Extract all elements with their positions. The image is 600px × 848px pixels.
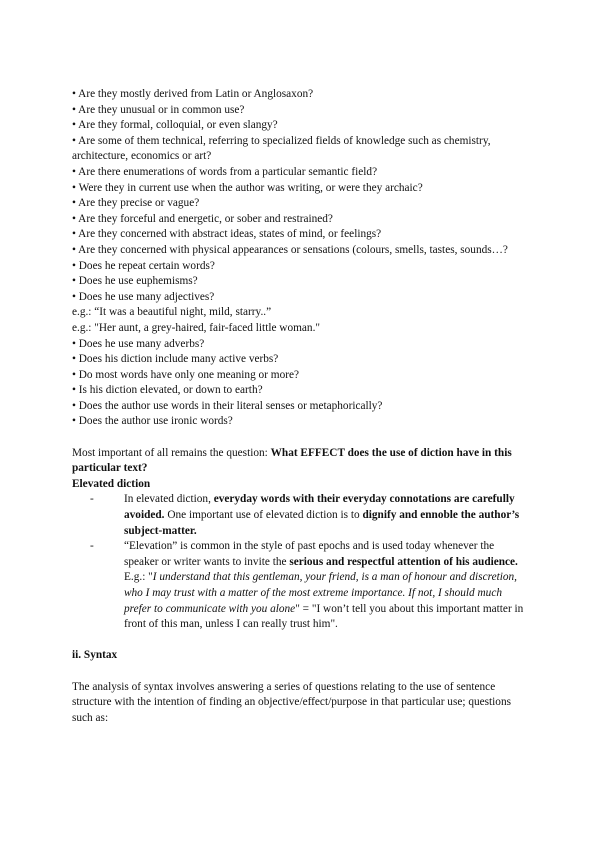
list-item: • Are some of them technical, referring to specialized fields of knowledge such as chemistry, architecture, economics or art?: [72, 134, 491, 163]
list-item: • Does he use euphemisms?: [72, 275, 198, 288]
list-item: • Are they concerned with abstract ideas, states of mind, or feelings?: [72, 228, 382, 241]
list-item: • Do most words have only one meaning or more?: [72, 368, 300, 381]
dash-item-text: In elevated diction, everyday words with their everyday connotations are carefully avoided. One important use of elevated diction is to dignify and ennoble the author’s subject-matter.: [124, 493, 520, 537]
dash-marker: -: [90, 540, 94, 553]
list-item: • Does he repeat certain words?: [72, 259, 215, 272]
question-prefix: Most important of all remains the question:: [72, 446, 271, 459]
list-item: • Are they forceful and energetic, or sober and restrained?: [72, 212, 333, 225]
dash-marker: -: [90, 493, 94, 506]
list-item: • Is his diction elevated, or down to earth?: [72, 384, 263, 397]
list-item: • Are they unusual or in common use?: [72, 103, 245, 116]
list-item: • Were they in current use when the author was writing, or were they archaic?: [72, 181, 423, 194]
bullet-list: [72, 87, 530, 430]
dash-item-2: [90, 539, 530, 633]
list-item: • Does the author use ironic words?: [72, 415, 233, 428]
list-item: • Does his diction include many active verbs?: [72, 353, 279, 366]
syntax-paragraph: The analysis of syntax involves answering a series of questions relating to the use of sentence structure with the intention of finding an objective/effect/purpose in that particular use; questions such as:: [72, 680, 511, 724]
dash-item-1: [90, 492, 530, 539]
elevated-diction-heading: Elevated diction: [72, 477, 151, 490]
example-line: e.g.: "Her aunt, a grey-haired, fair-faced little woman.": [72, 321, 321, 334]
list-item: • Are they mostly derived from Latin or Anglosaxon?: [72, 88, 314, 100]
list-item: • Are they precise or vague?: [72, 197, 200, 210]
effect-question: [72, 446, 530, 477]
question-bold: What EFFECT does the use of diction have in this particular text?: [72, 446, 512, 475]
list-item: • Does the author use words in their literal senses or metaphorically?: [72, 399, 383, 412]
list-item: • Does he use many adverbs?: [72, 337, 205, 350]
list-item: • Are they concerned with physical appearances or sensations (colours, smells, tastes, sounds…?: [72, 243, 508, 256]
list-item: • Does he use many adjectives?: [72, 290, 215, 303]
syntax-heading: ii. Syntax: [72, 649, 118, 662]
example-line: e.g.: “It was a beautiful night, mild, starry..”: [72, 306, 272, 319]
dash-item-text: “Elevation” is common in the style of past epochs and is used today whenever the speaker or writer wants to invite the serious and respectful attention of his audience. E.g.: "I understand that this gentleman, your friend, is a man of honour and discretion, who I may trust with a matter of the most extreme importance. If not, I should much prefer to communicate with you alone" = "I won’t tell you about this important matter in front of this man, unless I can really trust him".: [124, 540, 524, 631]
list-item: • Are there enumerations of words from a particular semantic field?: [72, 165, 378, 178]
list-item: • Are they formal, colloquial, or even slangy?: [72, 119, 278, 132]
